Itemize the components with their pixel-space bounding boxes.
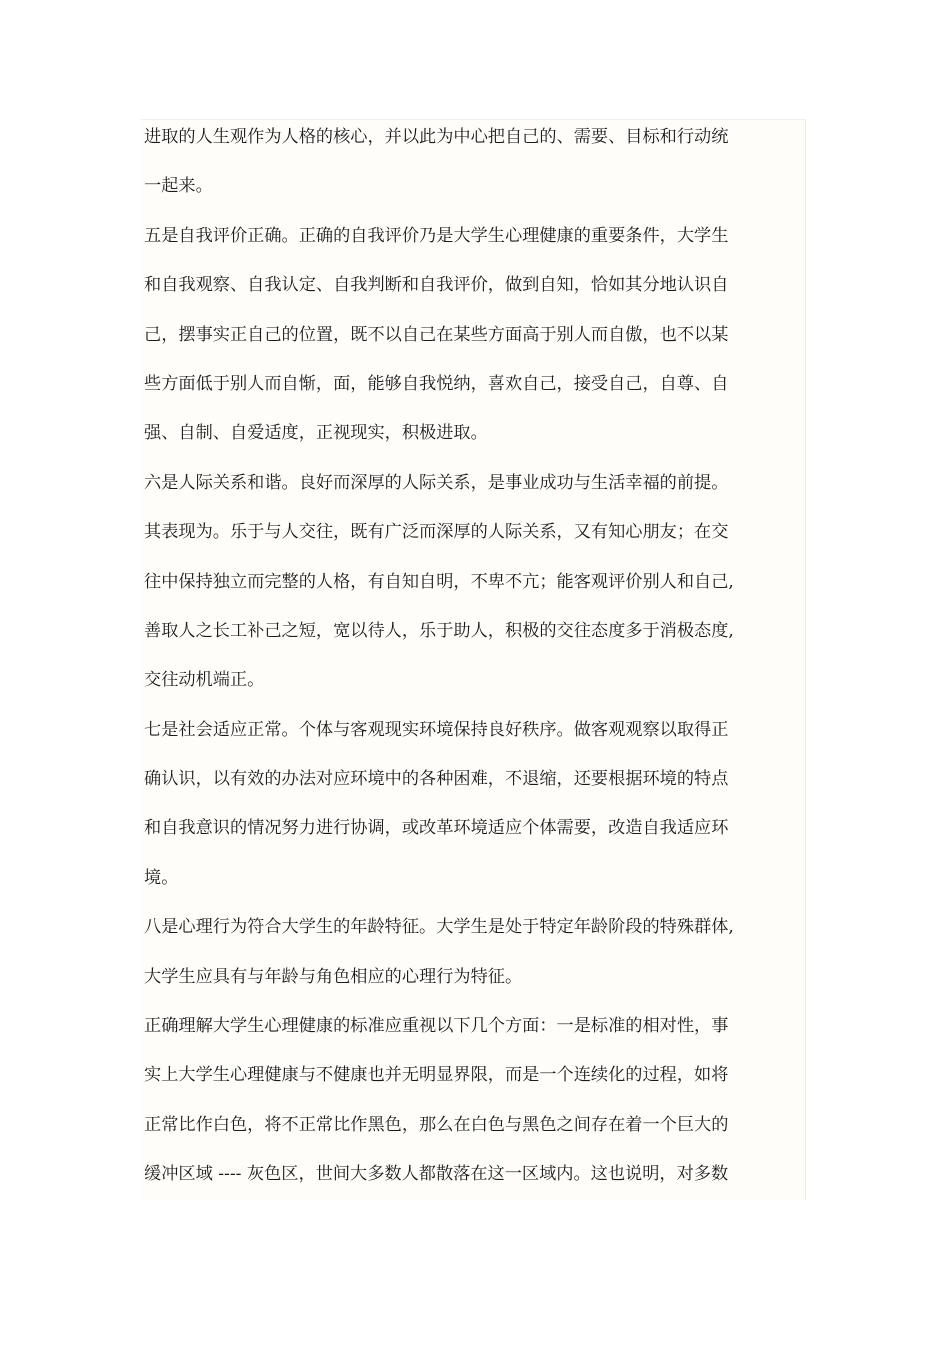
text-line: 六是人际关系和谐。良好而深厚的人际关系，是事业成功与生活幸福的前提。: [144, 472, 729, 493]
text-line: 交往动机端正。: [144, 670, 265, 691]
text-line: 大学生应具有与年龄与角色相应的心理行为特征。: [144, 966, 523, 987]
text-line: 和自我观察、自我认定、自我判断和自我评价，做到自知，恰如其分地认识自: [144, 275, 729, 296]
text-line: 确认识，以有效的办法对应环境中的各种困难，不退缩，还要根据环境的特点: [144, 769, 729, 790]
text-line: 实上大学生心理健康与不健康也并无明显界限，而是一个连续化的过程，如将: [144, 1065, 729, 1086]
document-page: [141, 119, 806, 1200]
text-line: 些方面低于别人而自惭，面，能够自我悦纳，喜欢自己，接受自己，自尊、自: [144, 373, 729, 394]
text-line: 往中保持独立而完整的人格，有自知自明，不卑不亢；能客观评价别人和自己,: [144, 571, 734, 592]
text-line: 八是心理行为符合大学生的年龄特征。大学生是处于特定年龄阶段的特殊群体,: [144, 917, 734, 938]
text-line: 缓冲区域 ---- 灰色区，世间大多数人都散落在这一区域内。这也说明，对多数: [144, 1164, 729, 1185]
document-body: [144, 120, 764, 1200]
text-line: 强、自制、自爱适度，正视现实，积极进取。: [144, 423, 488, 444]
text-line: 一起来。: [144, 176, 213, 197]
text-line: 境。: [144, 867, 179, 888]
text-line: 正确理解大学生心理健康的标准应重视以下几个方面：一是标准的相对性，事: [144, 1016, 729, 1037]
text-line: 己，摆事实正自己的位置，既不以自己在某些方面高于别人而自傲，也不以某: [144, 324, 729, 345]
text-line: 和自我意识的情况努力进行协调，或改革环境适应个体需要，改造自我适应环: [144, 818, 729, 839]
text-line: 正常比作白色，将不正常比作黑色，那么在白色与黑色之间存在着一个巨大的: [144, 1114, 729, 1135]
text-line: 进取的人生观作为人格的核心，并以此为中心把自己的、需要、目标和行动统: [144, 127, 729, 147]
text-line: 善取人之长工补己之短，宽以待人，乐于助人，积极的交往态度多于消极态度,: [144, 620, 734, 641]
text-line: 七是社会适应正常。个体与客观现实环境保持良好秩序。做客观观察以取得正: [144, 719, 729, 740]
text-line: 其表现为。乐于与人交往，既有广泛而深厚的人际关系，又有知心朋友；在交: [144, 522, 729, 543]
text-line: 五是自我评价正确。正确的自我评价乃是大学生心理健康的重要条件，大学生: [144, 225, 729, 246]
